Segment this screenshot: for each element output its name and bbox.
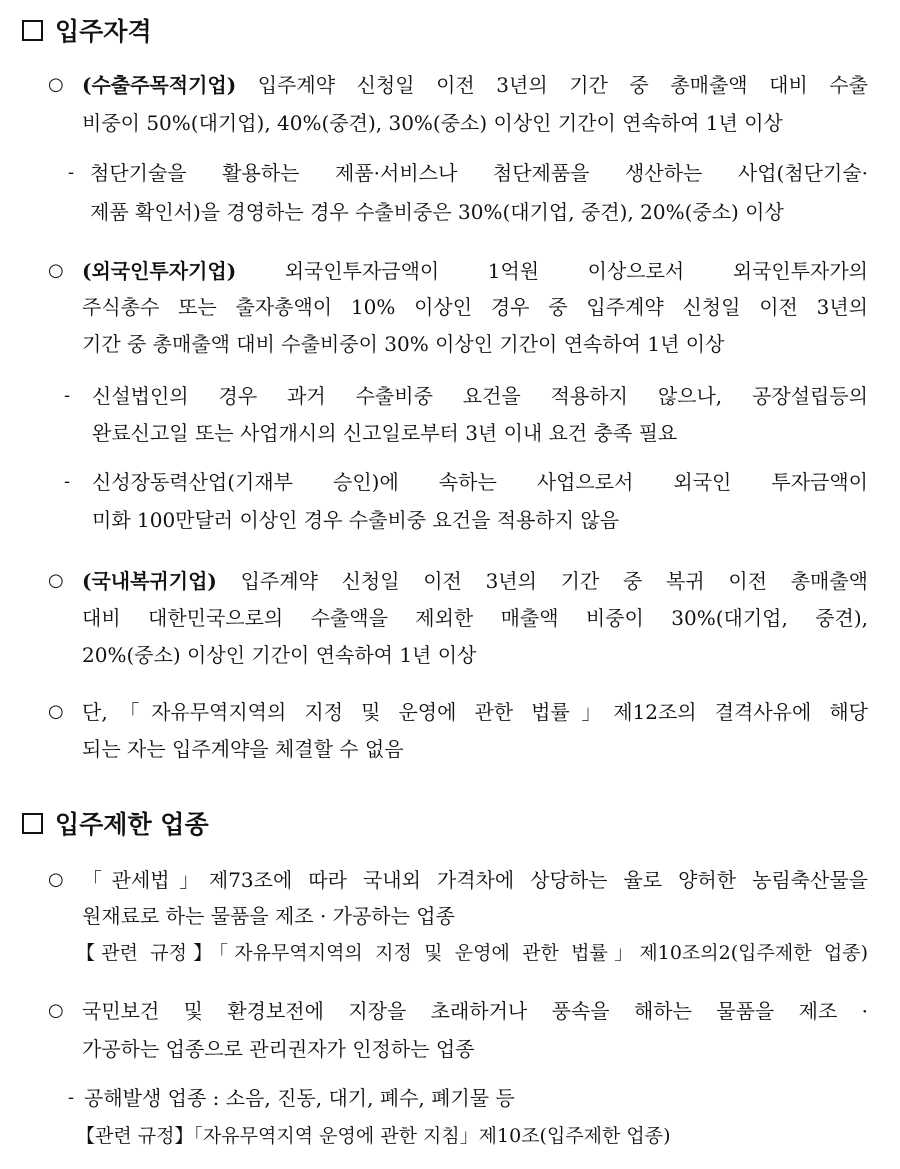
bullet-dash-icon: - (64, 385, 71, 406)
item-line: 주식총수 또는 출자총액이 10% 이상인 경우 중 입주계약 신청일 이전 3년의 (82, 295, 868, 319)
section-title: 입주제한 업종 (55, 810, 209, 839)
item-line: 20%(중소) 이상인 기간이 연속하여 1년 이상 (82, 643, 477, 667)
item-line: 대비 대한민국으로의 수출액을 제외한 매출액 비중이 30%(대기업, 중견), (82, 606, 868, 630)
item-line: (외국인투자기업) 외국인투자금액이 1억원 이상으로서 외국인투자가의 (82, 259, 868, 283)
section-heading-eligibility (22, 17, 152, 47)
related-regulation: 【관련 규정】「자유무역지역 운영에 관한 지침」제10조(입주제한 업종) (76, 1125, 671, 1147)
item-line: 제품 확인서)을 경영하는 경우 수출비중은 30%(대기업, 중견), 20%(중소) 이상 (90, 200, 784, 224)
section-title: 입주자격 (55, 17, 152, 46)
bullet-dash-icon: - (68, 162, 75, 183)
item-line: 국민보건 및 환경보전에 지장을 초래하거나 풍속을 해하는 물품을 제조 · (82, 999, 868, 1023)
item-line: 기간 중 총매출액 대비 수출비중이 30% 이상인 기간이 연속하여 1년 이상 (82, 332, 725, 356)
item-line: 원재료로 하는 물품을 제조 · 가공하는 업종 (82, 904, 455, 928)
related-regulation: 【관련 규정】「자유무역지역의 지정 및 운영에 관한 법률」제10조의2(입주제한 업종) (76, 942, 868, 964)
item-line: 신설법인의 경우 과거 수출비중 요건을 적용하지 않으나, 공장설립등의 (92, 384, 868, 408)
checkbox-square-icon (22, 813, 43, 834)
bullet-circle-icon: ○ (48, 260, 64, 281)
item-line: (국내복귀기업) 입주계약 신청일 이전 3년의 기간 중 복귀 이전 총매출액 (82, 569, 869, 593)
item-line: 신성장동력산업(기재부 승인)에 속하는 사업으로서 외국인 투자금액이 (92, 470, 868, 494)
item-line: (수출주목적기업) 입주계약 신청일 이전 3년의 기간 중 총매출액 대비 수출 (82, 73, 868, 97)
bullet-circle-icon: ○ (48, 74, 64, 95)
item-line: 단,「자유무역지역의 지정 및 운영에 관한 법률」제12조의 결격사유에 해당 (82, 700, 868, 724)
item-lead: (국내복귀기업) (82, 569, 217, 593)
item-line: 완료신고일 또는 사업개시의 신고일로부터 3년 이내 요건 충족 필요 (92, 421, 678, 445)
item-line: 미화 100만달러 이상인 경우 수출비중 요건을 적용하지 않음 (92, 508, 620, 532)
item-line: 공해발생 업종 : 소음, 진동, 대기, 폐수, 폐기물 등 (84, 1086, 515, 1110)
item-line: 되는 자는 입주계약을 체결할 수 없음 (82, 737, 404, 761)
bullet-circle-icon: ○ (48, 570, 64, 591)
item-line: 「관세법」제73조에 따라 국내외 가격차에 상당하는 율로 양허한 농림축산물을 (82, 868, 868, 892)
section-heading-restricted-industries (22, 810, 209, 840)
item-line: 가공하는 업종으로 관리권자가 인정하는 업종 (82, 1037, 475, 1061)
item-line: 첨단기술을 활용하는 제품·서비스나 첨단제품을 생산하는 사업(첨단기술· (90, 161, 868, 185)
item-lead: (외국인투자기업) (82, 259, 237, 283)
bullet-circle-icon: ○ (48, 1000, 64, 1021)
bullet-dash-icon: - (68, 1087, 75, 1108)
checkbox-square-icon (22, 20, 43, 41)
bullet-circle-icon: ○ (48, 701, 64, 722)
bullet-circle-icon: ○ (48, 869, 64, 890)
item-line: 비중이 50%(대기업), 40%(중견), 30%(중소) 이상인 기간이 연속하여 1년 이상 (82, 111, 783, 135)
bullet-dash-icon: - (64, 471, 71, 492)
item-lead: (수출주목적기업) (82, 73, 237, 97)
